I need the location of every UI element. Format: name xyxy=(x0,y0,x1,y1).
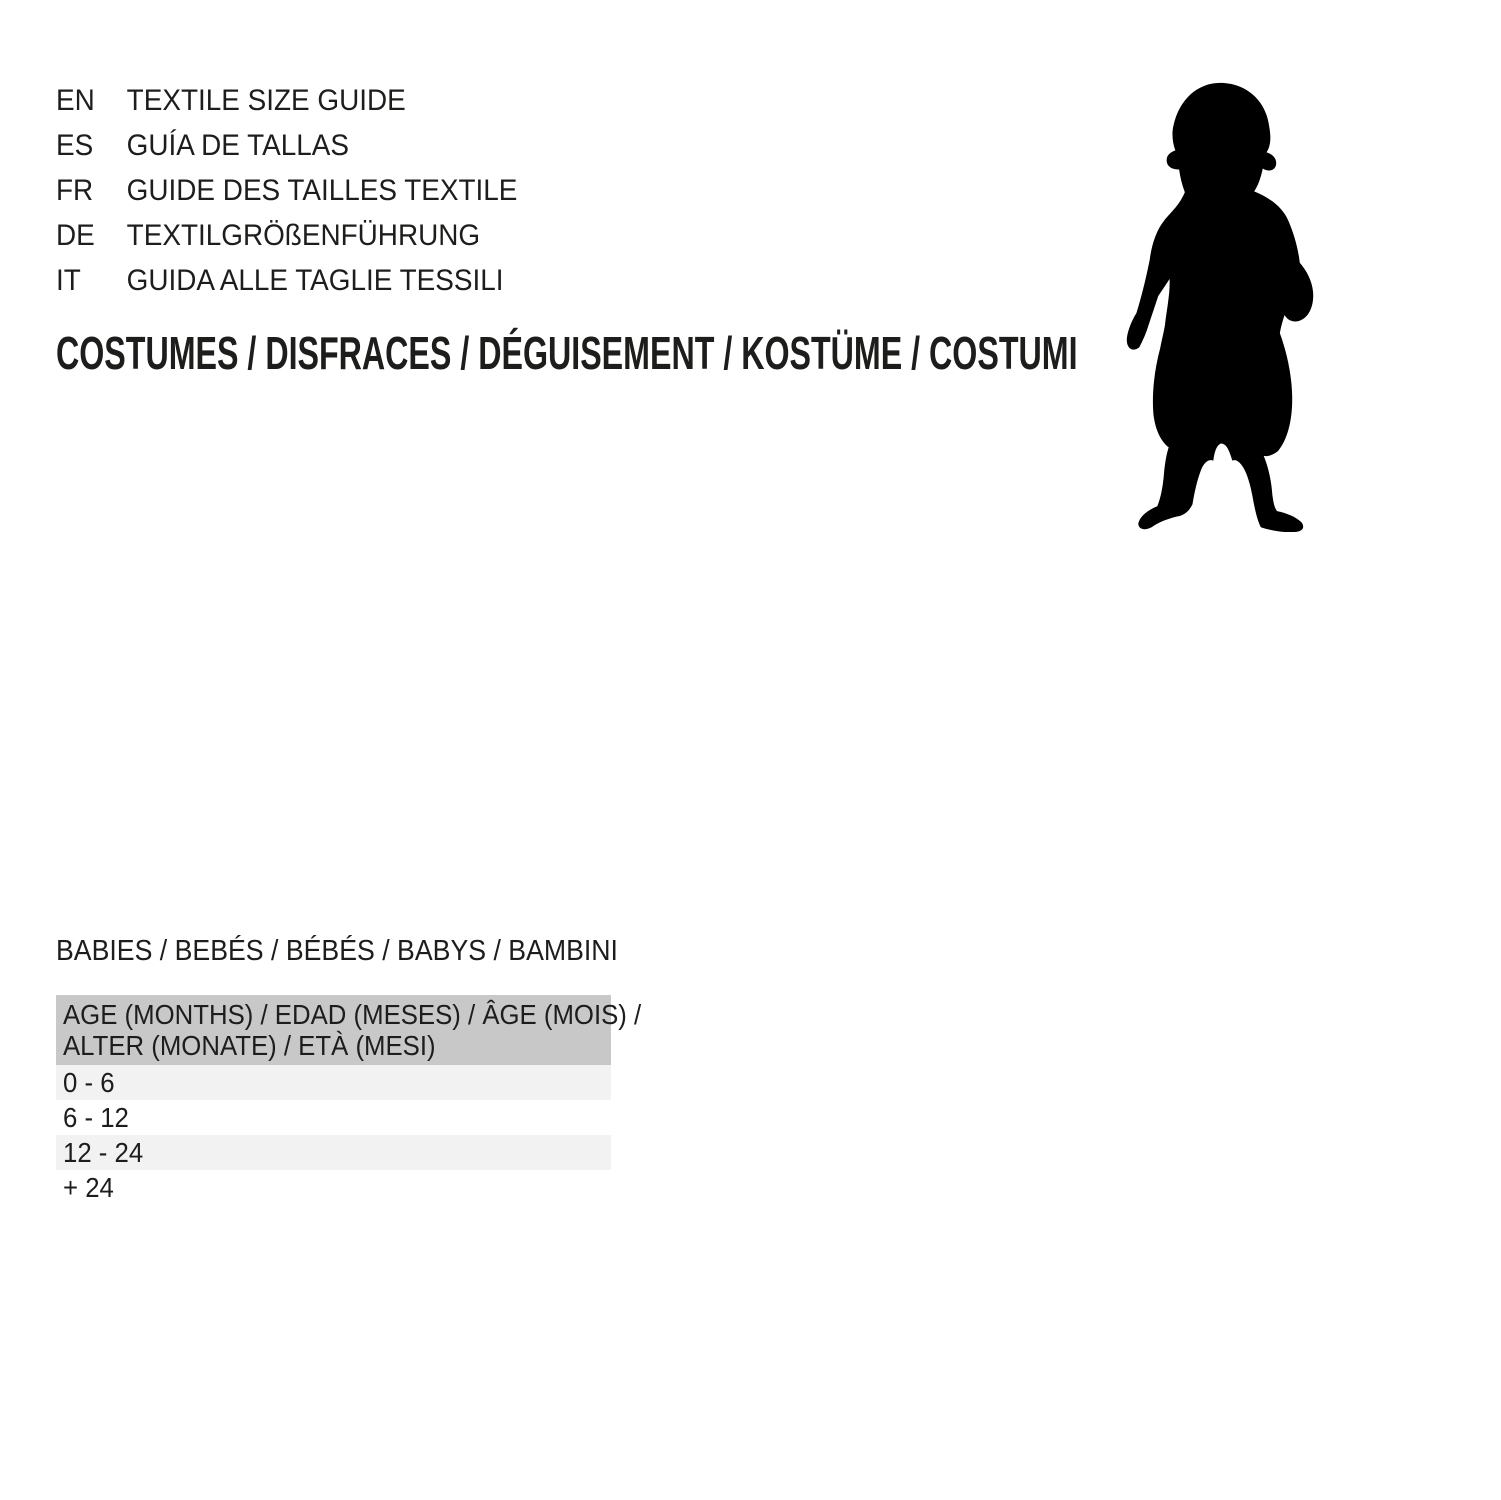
baby-silhouette xyxy=(1125,80,1315,532)
language-code: FR xyxy=(56,174,94,207)
babies-size-guide xyxy=(56,934,642,1205)
language-label: GUIDE DES TAILLES TEXTILE xyxy=(126,174,518,207)
language-code: IT xyxy=(56,264,81,297)
age-table-body xyxy=(56,1065,611,1205)
age-header-line2: ALTER (MONATE) / ETÀ (MESI) xyxy=(63,1030,436,1061)
language-list xyxy=(56,78,517,303)
language-label: GUÍA DE TALLAS xyxy=(126,129,349,162)
age-row: 12 - 24 xyxy=(56,1135,611,1170)
language-label: TEXTILE SIZE GUIDE xyxy=(126,84,406,117)
language-row-it xyxy=(56,258,517,303)
language-row-en xyxy=(56,78,517,123)
section-title-text: BABIES / BEBÉS / BÉBÉS / BABYS / BAMBINI xyxy=(56,935,618,967)
section-title xyxy=(56,934,618,968)
language-code: EN xyxy=(56,84,95,117)
language-code: DE xyxy=(56,219,95,252)
language-row-de xyxy=(56,213,517,258)
language-row-fr xyxy=(56,168,517,213)
age-row: 0 - 6 xyxy=(56,1065,611,1100)
language-row-es xyxy=(56,123,517,168)
language-label: TEXTILGRÖßENFÜHRUNG xyxy=(126,219,481,252)
language-code: ES xyxy=(56,129,94,162)
language-label: GUIDA ALLE TAGLIE TESSILI xyxy=(126,264,504,297)
age-row: 6 - 12 xyxy=(56,1100,611,1135)
category-title: COSTUMES / DISFRACES / DÉGUISEMENT / KOSTÜME / COSTUMI xyxy=(56,327,1078,379)
age-table-header xyxy=(56,995,642,1065)
age-row: + 24 xyxy=(56,1170,611,1205)
age-header-line1: AGE (MONTHS) / EDAD (MESES) / ÂGE (MOIS) / xyxy=(63,999,642,1030)
